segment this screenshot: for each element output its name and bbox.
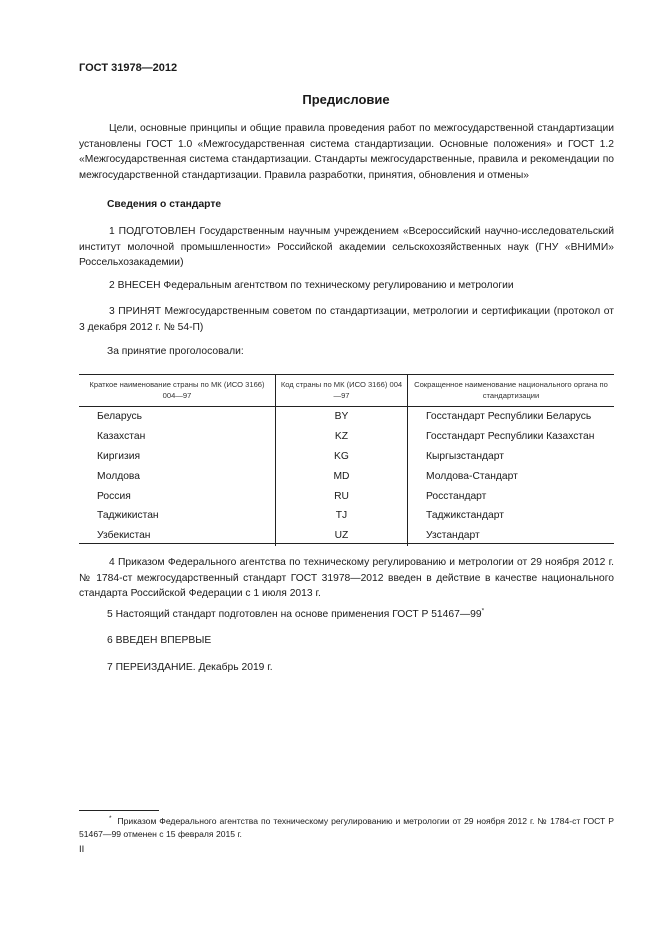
country-code: UZ (276, 526, 408, 546)
country-name: Узбекистан (79, 526, 276, 546)
footnote-mark: * (109, 815, 112, 823)
header-standards-body: Сокращенное наименование национального органа по стандартизации (408, 374, 615, 407)
table-row (79, 486, 614, 506)
item-6-first-introduced: 6 ВВЕДЕН ВПЕРВЫЕ (107, 635, 212, 646)
standards-body: Таджикстандарт (426, 510, 504, 522)
table-row (79, 466, 614, 486)
country-code: TJ (276, 506, 408, 526)
country-name: Таджикистан (79, 506, 276, 526)
standards-body: Узстандарт (426, 530, 480, 542)
item-4-enacted: 4 Приказом Федерального агентства по техническому регулированию и метрологии от 29 ноября 2012 г. № 1784-ст межгосударственный стандарт ГОСТ 31978—2012 введен в действие в качестве национального стандарта Российской Федерации с 1 июля 2013 г. (79, 557, 614, 600)
page-number: II (79, 844, 85, 855)
country-name: Беларусь (79, 407, 276, 427)
standards-body: Кыргызстандарт (426, 450, 505, 462)
footnote-divider (79, 810, 159, 811)
section-heading: Сведения о стандарте (107, 199, 222, 210)
table-header-row (79, 374, 614, 407)
table-row (79, 526, 614, 546)
table-row (79, 506, 614, 526)
vote-label: За принятие проголосовали: (107, 346, 244, 357)
country-name: Россия (79, 486, 276, 506)
country-code: MD (276, 466, 408, 486)
footnote-text: Приказом Федерального агентства по техническому регулированию и метрологии от 29 ноября 2012 г. № 1784-ст ГОСТ Р 51467—99 отменен с 15 февраля 2015 г. (79, 816, 614, 839)
document-code: ГОСТ 31978—2012 (79, 62, 178, 74)
item-3-adopted: 3 ПРИНЯТ Межгосударственным советом по стандартизации, метрологии и сертификации (протокол от 3 декабря 2012 г. № 54-П) (79, 306, 614, 333)
country-code: BY (276, 407, 408, 427)
standards-body: Росстандарт (426, 490, 487, 502)
item-5-basis (107, 609, 484, 620)
country-code: KG (276, 447, 408, 467)
table-row (79, 407, 614, 427)
country-name: Молдова (79, 466, 276, 486)
item-5-text: 5 Настоящий стандарт подготовлен на основе применения ГОСТ Р 51467—99 (107, 609, 482, 620)
intro-paragraph: Цели, основные принципы и общие правила проведения работ по межгосударственной стандартизации установлены ГОСТ 1.0 «Межгосударственная система стандартизации. Основные положения» и ГОСТ 1.2 «Межгосударственная система стандартизации. Стандарты межгосударственные, правила и рекомендации по межгосударственной стандартизации. Правила разработки, принятия, обновления и отмены» (79, 123, 614, 181)
country-code: KZ (276, 427, 408, 447)
page-title: Предисловие (302, 92, 390, 107)
item-1-prepared: 1 ПОДГОТОВЛЕН Государственным научным учреждением «Всероссийский научно-исследовательский институт молочной промышленности» Российской академии сельскохозяйственных наук (ГНУ «ВНИМИ» Россельхозакадемии) (79, 226, 614, 269)
standards-body: Молдова-Стандарт (426, 470, 518, 482)
standards-body: Госстандарт Республики Беларусь (426, 411, 592, 423)
header-country-name: Краткое наименование страны по МК (ИСО 3166) 004—97 (79, 374, 276, 407)
standards-body: Госстандарт Республики Казахстан (426, 431, 595, 443)
footnote (79, 815, 614, 841)
item-7-reissue: 7 ПЕРЕИЗДАНИЕ. Декабрь 2019 г. (107, 662, 273, 673)
table-row (79, 427, 614, 447)
footnote-marker: * (481, 607, 485, 615)
table-row (79, 447, 614, 467)
countries-table (79, 374, 614, 546)
header-country-code: Код страны по МК (ИСО 3166) 004—97 (276, 374, 408, 407)
item-2-introduced: 2 ВНЕСЕН Федеральным агентством по техническому регулированию и метрологии (109, 280, 514, 291)
country-name: Казахстан (79, 427, 276, 447)
country-name: Киргизия (79, 447, 276, 467)
country-code: RU (276, 486, 408, 506)
